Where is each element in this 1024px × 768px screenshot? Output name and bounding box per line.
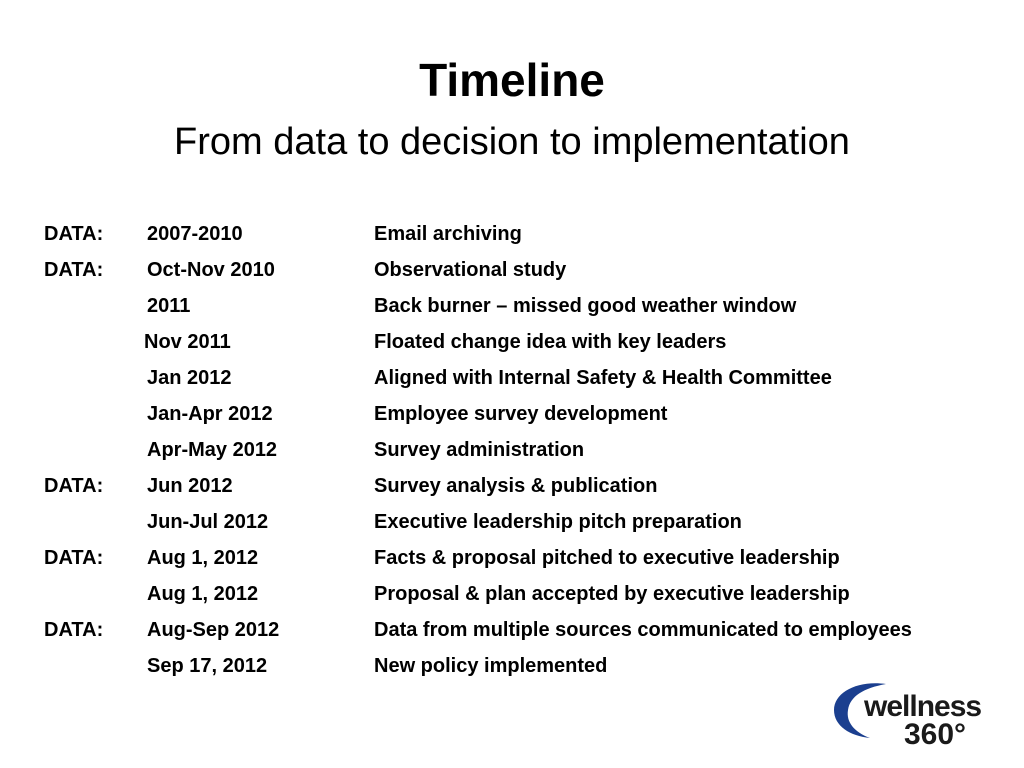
timeline-row: [0, 288, 1024, 324]
slide-subtitle: From data to decision to implementation: [174, 121, 850, 163]
timeline-event: Email archiving: [374, 223, 522, 245]
data-label: DATA:: [44, 547, 104, 569]
timeline-event: Proposal & plan accepted by executive leadership: [374, 583, 850, 605]
timeline-date: Jun 2012: [147, 475, 233, 497]
timeline-event: Aligned with Internal Safety & Health Committee: [374, 367, 832, 389]
data-label: DATA:: [44, 619, 104, 641]
timeline-date: Oct-Nov 2010: [147, 259, 275, 281]
timeline-row: [0, 396, 1024, 432]
timeline-row: [0, 540, 1024, 576]
timeline-event: New policy implemented: [374, 655, 608, 677]
timeline-date: Jun-Jul 2012: [147, 511, 269, 533]
timeline-event: Data from multiple sources communicated to employees: [374, 619, 912, 641]
data-label: DATA:: [44, 223, 104, 245]
timeline-row: [0, 576, 1024, 612]
timeline-event: Floated change idea with key leaders: [374, 331, 727, 353]
timeline-row: [0, 432, 1024, 468]
timeline-event: Survey administration: [374, 439, 585, 461]
logo-wordmark: wellness: [864, 690, 982, 723]
timeline-date: 2007-2010: [147, 223, 243, 245]
data-label: DATA:: [44, 259, 104, 281]
logo-number: 360°: [904, 718, 967, 751]
wellness-360-logo: [828, 676, 998, 756]
timeline-row: [0, 324, 1024, 360]
timeline-event: Employee survey development: [374, 403, 668, 425]
timeline-date: Aug 1, 2012: [147, 583, 259, 605]
timeline-event: Executive leadership pitch preparation: [374, 511, 742, 533]
timeline-date: Nov 2011: [144, 331, 231, 353]
timeline-event: Back burner – missed good weather window: [374, 295, 797, 317]
data-label: DATA:: [44, 475, 104, 497]
timeline-date: Aug 1, 2012: [147, 547, 259, 569]
timeline-date: 2011: [147, 295, 191, 317]
timeline-row: [0, 504, 1024, 540]
timeline-event: Observational study: [374, 259, 567, 281]
timeline-row: [0, 360, 1024, 396]
timeline-row: [0, 468, 1024, 504]
slide-title: Timeline: [419, 54, 605, 106]
timeline-list: [0, 216, 1024, 684]
timeline-event: Survey analysis & publication: [374, 475, 658, 497]
timeline-date: Jan-Apr 2012: [147, 403, 273, 425]
timeline-date: Jan 2012: [147, 367, 232, 389]
timeline-event: Facts & proposal pitched to executive leadership: [374, 547, 840, 569]
timeline-date: Aug-Sep 2012: [147, 619, 280, 641]
timeline-date: Sep 17, 2012: [147, 655, 268, 677]
timeline-row: [0, 216, 1024, 252]
timeline-row: [0, 612, 1024, 648]
timeline-row: [0, 252, 1024, 288]
timeline-date: Apr-May 2012: [147, 439, 278, 461]
